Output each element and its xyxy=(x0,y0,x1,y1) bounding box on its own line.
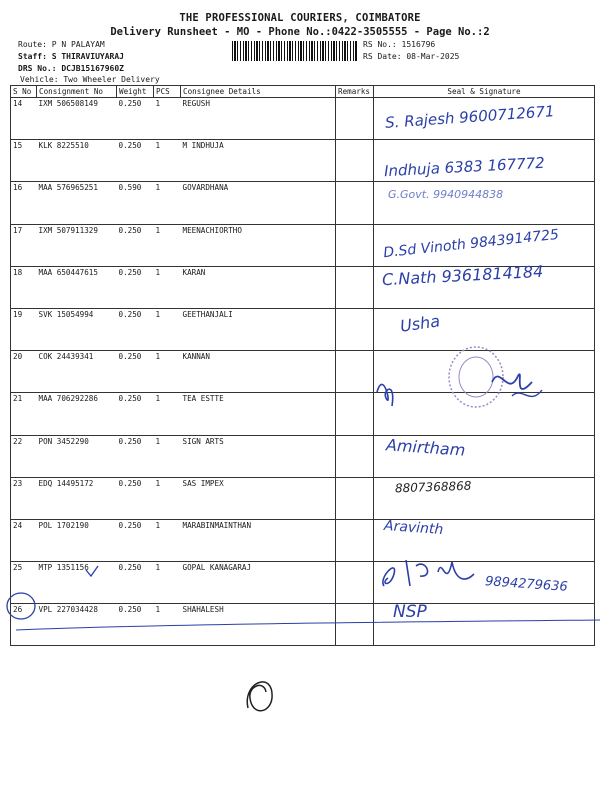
barcode xyxy=(232,41,357,61)
weight-cell: 0.590 xyxy=(117,182,154,224)
consignment-cell: EDQ 14495172 xyxy=(37,477,117,519)
consignee-cell: MEENACHIORTHO xyxy=(181,224,336,266)
col-signature: Seal & Signature xyxy=(374,86,595,98)
weight-cell: 0.250 xyxy=(117,519,154,561)
remarks-cell xyxy=(336,266,374,308)
pcs-cell: 1 xyxy=(154,604,181,646)
consignee-cell: SIGN ARTS xyxy=(181,435,336,477)
table-row xyxy=(11,477,595,519)
remarks-cell xyxy=(336,308,374,350)
weight-cell: 0.250 xyxy=(117,224,154,266)
table-header-row xyxy=(11,86,595,98)
consignee-cell: REGUSH xyxy=(181,98,336,140)
pcs-cell: 1 xyxy=(154,266,181,308)
signature-row-23: 8807368868 xyxy=(394,478,472,496)
pcs-cell: 1 xyxy=(154,393,181,435)
remarks-cell xyxy=(336,519,374,561)
sno-cell: 24 xyxy=(11,519,37,561)
pcs-cell: 1 xyxy=(154,519,181,561)
underline-stroke xyxy=(14,612,600,636)
remarks-cell xyxy=(336,98,374,140)
col-remarks: Remarks xyxy=(336,86,374,98)
weight-cell: 0.250 xyxy=(117,562,154,604)
route-label: Route: P N PALAYAM xyxy=(18,40,105,49)
col-sno: S No xyxy=(11,86,37,98)
consignment-cell: IXM 507911329 xyxy=(37,224,117,266)
sno-cell: 15 xyxy=(11,140,37,182)
weight-cell: 0.250 xyxy=(117,308,154,350)
pcs-cell: 1 xyxy=(154,140,181,182)
consignment-cell: MTP 1351156 xyxy=(37,562,117,604)
weight-cell: 0.250 xyxy=(117,140,154,182)
weight-cell: 0.250 xyxy=(117,98,154,140)
sno-cell: 23 xyxy=(11,477,37,519)
sno-cell: 26 xyxy=(11,604,37,646)
signature-row-17: D.Sd Vinoth 9843914725 xyxy=(382,226,560,262)
sno-cell: 25 xyxy=(11,562,37,604)
remarks-cell xyxy=(336,182,374,224)
signature-row-16: G.Govt. 9940944838 xyxy=(388,188,504,201)
consignment-cell: PON 3452290 xyxy=(37,435,117,477)
staff-label: Staff: S THIRAVIUYARAJ xyxy=(18,52,124,61)
sno-cell: 14 xyxy=(11,98,37,140)
col-weight: Weight xyxy=(117,86,154,98)
consignee-cell: TEA ESTTE xyxy=(181,393,336,435)
table-row xyxy=(11,435,595,477)
table-row xyxy=(11,182,595,224)
signature-scribble-icon xyxy=(376,552,481,596)
signature-row-19: Usha xyxy=(398,311,442,336)
pcs-cell: 1 xyxy=(154,435,181,477)
table-row xyxy=(11,519,595,561)
consignee-cell: GOPAL KANAGARAJ xyxy=(181,562,336,604)
consignee-cell: KARAN xyxy=(181,266,336,308)
drs-number: DRS No.: DCJB15167960Z xyxy=(18,64,124,73)
consignee-cell: MARABINMAINTHAN xyxy=(181,519,336,561)
table-row xyxy=(11,308,595,350)
consignment-cell: IXM 506508149 xyxy=(37,98,117,140)
sno-cell: 20 xyxy=(11,351,37,393)
pcs-cell: 1 xyxy=(154,308,181,350)
sno-cell: 16 xyxy=(11,182,37,224)
consignment-cell: COK 24439341 xyxy=(37,351,117,393)
col-consignee: Consignee Details xyxy=(181,86,336,98)
consignment-cell: MAA 576965251 xyxy=(37,182,117,224)
weight-cell: 0.250 xyxy=(117,351,154,393)
rs-number: RS No.: 1516796 xyxy=(363,40,436,49)
col-consignment: Consignment No xyxy=(37,86,117,98)
signature-row-18: C.Nath 9361814184 xyxy=(381,261,544,290)
consignee-cell: M INDHUJA xyxy=(181,140,336,182)
consignee-cell: GEETHANJALI xyxy=(181,308,336,350)
consignee-cell: KANNAN xyxy=(181,351,336,393)
signature-row-22: Amirtham xyxy=(385,435,466,460)
sno-cell: 19 xyxy=(11,308,37,350)
pcs-cell: 1 xyxy=(154,477,181,519)
remarks-cell xyxy=(336,140,374,182)
pcs-cell: 1 xyxy=(154,351,181,393)
runsheet-subtitle: Delivery Runsheet - MO - Phone No.:0422-3505555 - Page No.:2 xyxy=(110,26,490,38)
rs-date: RS Date: 08-Mar-2025 xyxy=(363,52,460,61)
consignment-cell: POL 1702190 xyxy=(37,519,117,561)
pcs-cell: 1 xyxy=(154,224,181,266)
weight-cell: 0.250 xyxy=(117,393,154,435)
consignment-cell: VPL 227034428 xyxy=(37,604,117,646)
sno-cell: 17 xyxy=(11,224,37,266)
sno-cell: 18 xyxy=(11,266,37,308)
scribble-mark-icon xyxy=(240,668,280,720)
company-title: THE PROFESSIONAL COURIERS, COIMBATORE xyxy=(179,12,421,24)
weight-cell: 0.250 xyxy=(117,477,154,519)
consignee-cell: SAS IMPEX xyxy=(181,477,336,519)
signature-row-26: NSP xyxy=(393,602,427,622)
remarks-cell xyxy=(336,477,374,519)
weight-cell: 0.250 xyxy=(117,604,154,646)
signature-scribble-icon xyxy=(372,362,562,416)
signature-row-25: 9894279636 xyxy=(484,574,569,595)
consignee-cell: SHAHALESH xyxy=(181,604,336,646)
col-pcs: PCS xyxy=(154,86,181,98)
sno-cell: 22 xyxy=(11,435,37,477)
consignment-cell: MAA 706292286 xyxy=(37,393,117,435)
consignment-cell: KLK 8225510 xyxy=(37,140,117,182)
sno-cell: 21 xyxy=(11,393,37,435)
remarks-cell xyxy=(336,435,374,477)
consignee-cell: GOVARDHANA xyxy=(181,182,336,224)
weight-cell: 0.250 xyxy=(117,266,154,308)
signature-row-14: S. Rajesh 9600712671 xyxy=(384,102,556,132)
vehicle-label: Vehicle: Two Wheeler Delivery xyxy=(20,75,160,84)
remarks-cell xyxy=(336,393,374,435)
signature-row-15: Indhuja 6383 167772 xyxy=(383,153,546,181)
pcs-cell: 1 xyxy=(154,562,181,604)
pcs-cell: 1 xyxy=(154,98,181,140)
consignment-cell: SVK 15054994 xyxy=(37,308,117,350)
consignment-cell: MAA 650447615 xyxy=(37,266,117,308)
weight-cell: 0.250 xyxy=(117,435,154,477)
remarks-cell xyxy=(336,351,374,393)
pcs-cell: 1 xyxy=(154,182,181,224)
remarks-cell xyxy=(336,562,374,604)
remarks-cell xyxy=(336,224,374,266)
tick-mark-icon xyxy=(84,564,100,578)
signature-row-24: Aravinth xyxy=(383,517,444,539)
